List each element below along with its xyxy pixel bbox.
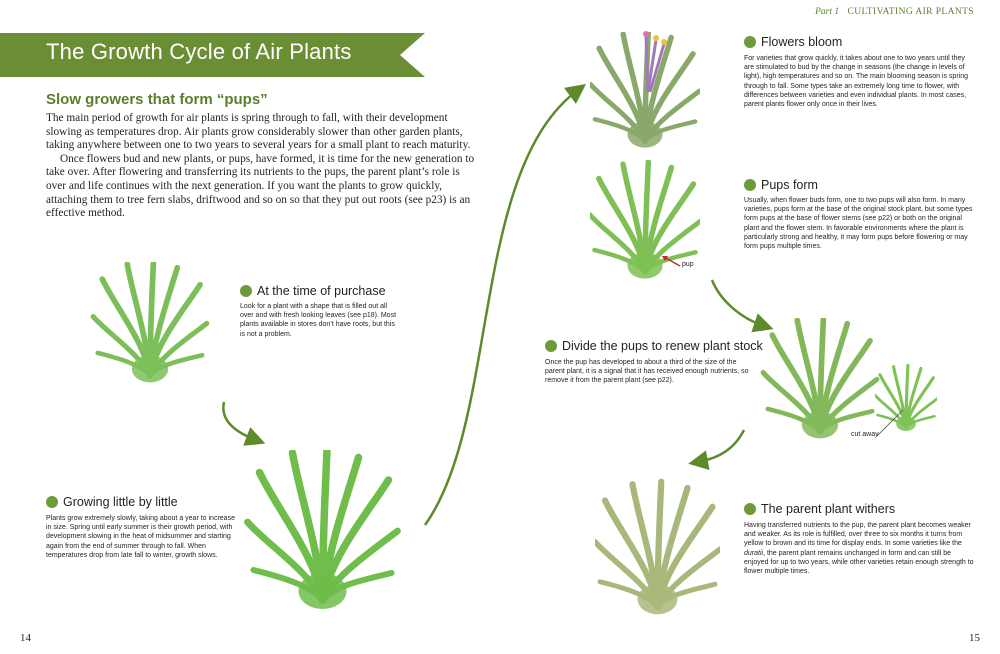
pup-label: pup [682,261,694,268]
intro-paragraph-1: The main period of growth for air plants is spring through to fall, with their development slowing as temperatures drop. Air plants grow considerably slower than other garden plants, taking anywhere between one to two years to several years for a small plant to reach maturity. [46,112,471,152]
step-pups-title-text: Pups form [761,178,818,192]
step-purchase-title [240,284,386,298]
withers-body-part-1: Having transferred nutrients to the pup, the parent plant becomes weaker and weaker. As its role is fulfilled, over three to six months it turns from yellow to brown and its time for display ends. In some varieties like the [744,522,971,548]
step-divide-title-text: Divide the pups to renew plant stock [562,339,763,353]
step-withers-body [744,521,976,576]
step-flowers-body: For varieties that grow quickly, it takes about one to two years until they are stimulated to bud by the change in seasons (the change in levels of light), high temperatures and so on. The main blooming season is spring through to fall. Some types take an extremely long time to flower, with differences between varieties and even individual plants. In most cases, parent plants flower only once in their lives. [744,55,968,109]
curved-arrow-icon [425,90,578,525]
part-label: Part 1 [815,7,840,17]
step-withers-title [744,502,895,516]
bullet-dot-icon [545,340,557,352]
step-divide-body: Once the pup has developed to about a third of the size of the parent plant, it is a signal that it has received enough nutrients, so remove it from the parent plant (see p22). [545,359,749,385]
step-growing-title-text: Growing little by little [63,495,178,509]
step-growing-title [46,495,178,509]
cut-away-label: cut away [851,431,879,438]
section-subtitle: Slow growers that form “pups” [46,91,268,108]
bullet-dot-icon [744,36,756,48]
step-withers-title-text: The parent plant withers [761,502,896,516]
withers-body-italic: duratii [744,549,764,557]
curved-arrow-icon [698,430,744,462]
chapter-label: CULTIVATING AIR PLANTS [847,7,974,17]
step-pups-body: Usually, when flower buds form, one to two pups will also form. In many varieties, pups form at the base of the original stock plant, but some types form pups at the base of flower stems (see p22) or both on the original plant and the flower stem. In favorable environments where the plant is particularly strong and healthy, it may form pups before flowering or may form pups multiple times. [744,197,973,251]
step-growing-body: Plants grow extremely slowly, taking about a year to increase in size. Spring until early summer is their growth period, with development slowing in the heat of midsummer and starting again from the end of summer through to fall. When temperatures drop from late fall to winter, growth slows. [46,515,235,559]
step-purchase-title-text: At the time of purchase [257,284,386,298]
curved-arrow-icon [223,402,256,440]
step-divide-title [545,339,763,353]
step-flowers-title [744,35,842,49]
curved-arrow-icon [712,280,764,326]
bullet-dot-icon [46,496,58,508]
page-number-right: 15 [969,632,980,644]
step-flowers-title-text: Flowers bloom [761,35,843,49]
bullet-dot-icon [744,503,756,515]
bullet-dot-icon [744,179,756,191]
intro-paragraph-2: Once flowers bud and new plants, or pups, have formed, it is time for the new generation to take over. After flowering and transferring its nutrients to the pups, the parent plant’s role is over and life continues with the next generation. If you want the plants to grow quickly, attaching them to tree fern slabs, driftwood and so on so that they put out roots (see p23) is an effective method. [46,152,475,220]
page-number-left: 14 [20,632,31,644]
bullet-dot-icon [240,285,252,297]
step-purchase-body: Look for a plant with a shape that is filled out all over and with fresh looking leaves (see p18). Most plants available in stores don’t have roots, but this is not a problem. [240,303,397,338]
step-pups-title [744,178,818,192]
page-title: The Growth Cycle of Air Plants [46,39,352,64]
withers-body-part-2: , the parent plant remains unchanged in form and can still be enjoyed for up to two years, while other varieties retain enough strength to flower multiple times. [744,549,974,576]
